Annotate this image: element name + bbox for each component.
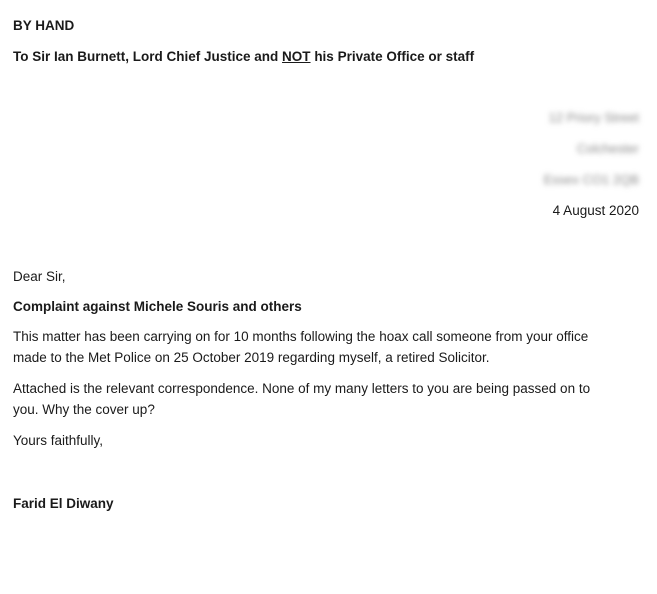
addressee-emphasis: NOT (282, 49, 311, 64)
addressee-suffix: his Private Office or staff (314, 49, 475, 64)
paragraph-1 (13, 326, 633, 368)
sender-address-line2: Colchester (576, 141, 639, 156)
letter-date: 4 August 2020 (552, 203, 639, 218)
subject-line: Complaint against Michele Souris and others (13, 299, 302, 314)
sender-address-line3: Essex CO1 2QB (543, 172, 639, 187)
paragraph-2 (13, 378, 633, 420)
paragraph-1-line-1: This matter has been carrying on for 10 months following the hoax call someone from your office (13, 329, 589, 344)
addressee-line (13, 47, 474, 67)
salutation: Dear Sir, (13, 269, 66, 284)
paragraph-1-line-2: made to the Met Police on 25 October 2019 regarding myself, a retired Solicitor. (13, 350, 490, 365)
addressee-prefix: To Sir Ian Burnett, Lord Chief Justice and (13, 49, 279, 64)
by-hand-label: BY HAND (13, 18, 75, 33)
sender-address-line1: 12 Priory Street (548, 110, 639, 125)
closing: Yours faithfully, (13, 433, 104, 448)
paragraph-2-line-2: you. Why the cover up? (13, 402, 155, 417)
signature-name: Farid El Diwany (13, 496, 114, 511)
paragraph-2-line-1: Attached is the relevant correspondence. None of my many letters to you are being passed on to (13, 381, 591, 396)
